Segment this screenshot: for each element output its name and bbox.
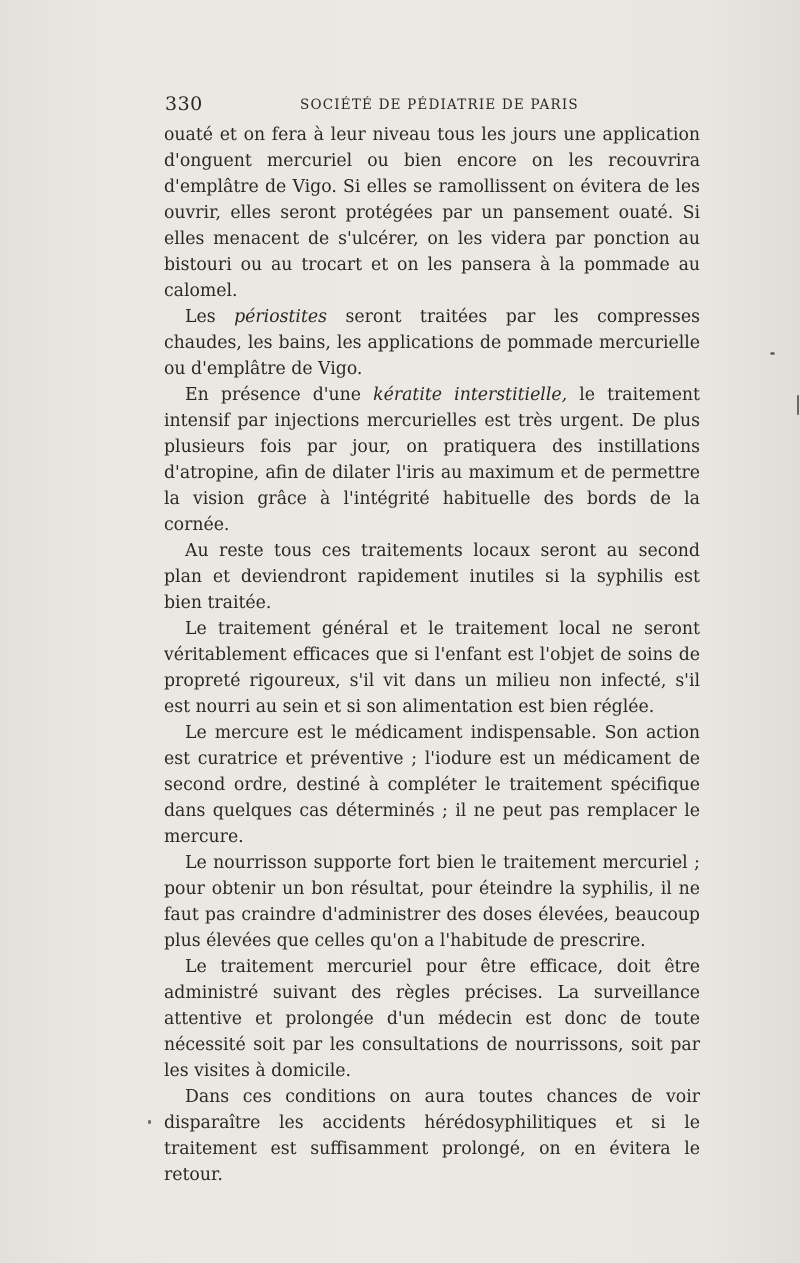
paragraph-6: Le mercure est le médicament indispensable. Son action est curatrice et préventive ; l'iodure est un médicament de second ordre, destiné à compléter le traitement spécifique dans quelques cas déterminés ; il ne peut pas remplacer le mercure. [164,723,700,847]
body-text [164,122,700,1188]
paragraph-2 [164,304,700,382]
paper-speck [797,395,799,415]
paragraph-8: Le traitement mercuriel pour être efficace, doit être administré suivant des règles précises. La surveillance attentive et prolongée d'un médecin est donc de toute nécessité soit par les consultations de nourrissons, soit par les visites à domicile. [164,957,700,1081]
page-number: 330 [165,93,203,115]
paragraph-7: Le nourrisson supporte fort bien le traitement mercuriel ; pour obtenir un bon résultat, pour éteindre la syphilis, il ne faut pas craindre d'administrer des doses élevées, beaucoup plus élevées que celles qu'on a l'habitude de prescrire. [164,853,700,951]
paragraph-9: Dans ces conditions on aura toutes chances de voir disparaître les accidents hérédosyphilitiques et si le traitement est suffisamment prolongé, on en évitera le retour. [164,1087,700,1185]
paragraph-2-lead: Les [185,307,235,327]
running-title: SOCIÉTÉ DE PÉDIATRIE DE PARIS [300,97,579,113]
page-header [165,93,700,117]
paragraph-4: Au reste tous ces traitements locaux seront au second plan et deviendront rapidement inutiles si la syphilis est bien traitée. [164,541,700,613]
paragraph-3-text: le traitement intensif par injections mercurielles est très urgent. De plus plusieurs fois par jour, on pratiquera des instillations d'atropine, afin de dilater l'iris au maximum et de permettre la vision grâce à l'intégrité habituelle des bords de la cornée. [164,385,700,535]
paper-speck [148,1120,151,1124]
paragraph-1: ouaté et on fera à leur niveau tous les jours une application d'onguent mercuriel ou bien encore on les recouvrira d'emplâtre de Vigo. Si elles se ramollissent on évitera de les ouvrir, elles seront protégées par un pansement ouaté. Si elles menacent de s'ulcérer, on les videra par ponction au bistouri ou au trocart et on les pansera à la pommade au calomel. [164,125,700,301]
paragraph-2-text: seront traitées par les compresses chaudes, les bains, les applications de pommade mercurielle ou d'emplâtre de Vigo. [164,307,700,379]
paragraph-3 [164,382,700,538]
paragraph-3-lead: En présence d'une [185,385,374,405]
paper-speck [770,352,775,355]
paragraph-5: Le traitement général et le traitement local ne seront véritablement efficaces que si l'enfant est l'objet de soins de propreté rigoureux, s'il vit dans un milieu non infecté, s'il est nourri au sein et si son alimentation est bien réglée. [164,619,700,717]
term-periostites: périostites [234,307,327,327]
term-keratite-interstitielle: kératite interstitielle, [373,385,568,405]
